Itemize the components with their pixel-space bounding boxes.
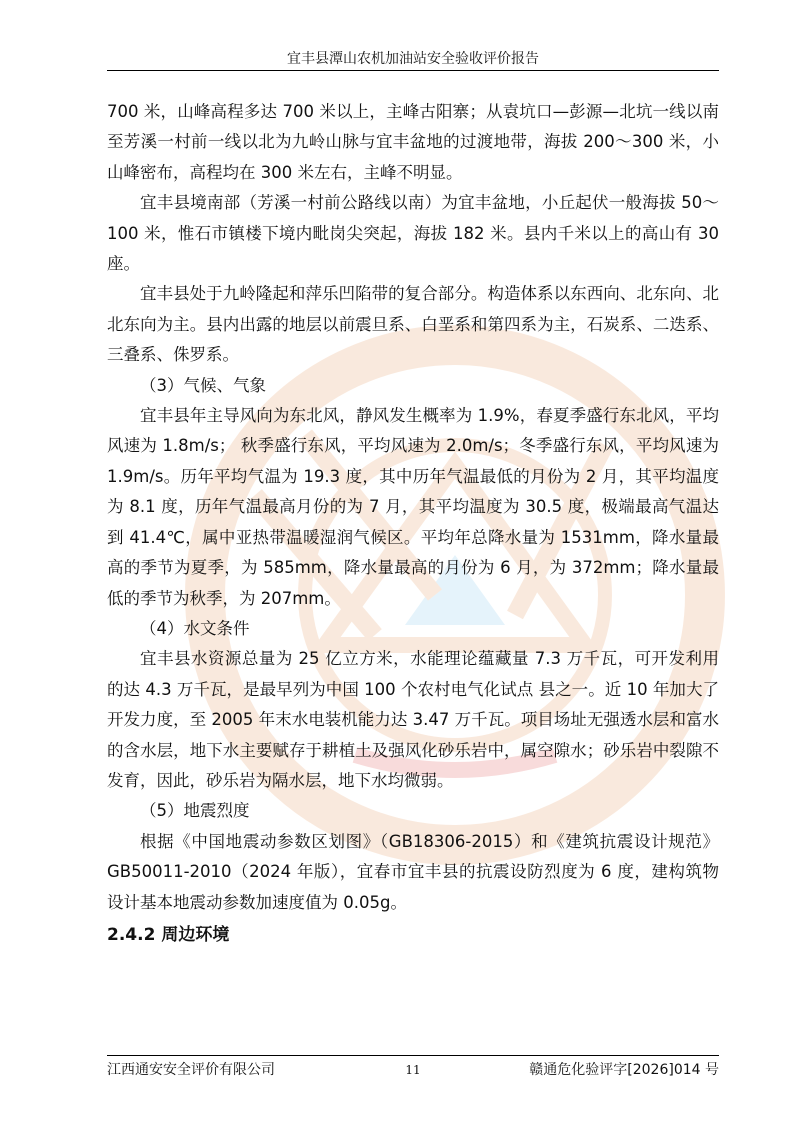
section-seismic-title: （5）地震烈度 <box>140 801 250 821</box>
paragraph-terrain-north: 700 米，山峰高程多达 700 米以上，主峰古阳寨；从袁坑口—彭源—北坑一线以南至芳溪一村前一线以北为九岭山脉与宜丰盆地的过渡地带，海拔 200～300 米，小山峰密布，高程均在 300 米左右，主峰不明显。 <box>107 102 719 182</box>
page-header: 宜丰县潭山农机加油站安全验收评价报告 <box>107 48 719 71</box>
section-hydrology-title: （4）水文条件 <box>140 618 250 638</box>
paragraph-climate: 宜丰县年主导风向为东北风，静风发生概率为 1.9%，春夏季盛行东北风，平均风速为 1.8m/s； 秋季盛行东风，平均风速为 2.0m/s；冬季盛行东风，平均风速为 1.9m/s。历年平均气温为 19.3 度，其中历年气温最低的月份为 2 月，其平均温度为 8.1 度，历年气温最高月份的为 7 月，其平均温度为 30.5 度，极端最高气温达到 41.4℃，属中亚热带温暖湿润气候区。平均年总降水量为 1531mm，降水量最高的季节为夏季，为 585mm，降水量最高的月份为 6 月，为 372mm；降水量最低的季节为秋季，为 207mm。 <box>107 406 719 608</box>
footer-company: 江西通安安全评价有限公司 <box>107 1062 275 1078</box>
paragraph-seismic: 根据《中国地震动参数区划图》（GB18306-2015）和《建筑抗震设计规范》GB50011-2010（2024 年版），宜春市宜丰县的抗震设防烈度为 6 度，建构筑物设计基本地震动参数加速度值为 0.05g。 <box>107 831 719 912</box>
paragraph-geology: 宜丰县处于九岭隆起和萍乐凹陷带的复合部分。构造体系以东西向、北东向、北北东向为主。县内出露的地层以前震旦系、白垩系和第四系为主，石炭系、二迭系、三叠系、侏罗系。 <box>107 284 719 365</box>
paragraph-terrain-south: 宜丰县境南部（芳溪一村前公路线以南）为宜丰盆地，小丘起伏一般海拔 50～100 米，惟石市镇楼下境内毗岗尖突起，海拔 182 米。县内千米以上的高山有 30 座。 <box>107 193 719 274</box>
footer-page-number: 11 <box>405 1063 421 1077</box>
paragraph-hydrology: 宜丰县水资源总量为 25 亿立方米，水能理论蕴藏量 7.3 万千瓦，可开发利用的达 4.3 万千瓦，是最早列为中国 100 个农村电气化试点 县之一。近 10 年加大了开发力度，至 2005 年末水电装机能力达 3.47 万千瓦。项目场址无强透水层和富水的含水层，地下水主要赋存于耕植土及强风化砂乐岩中，属空隙水；砂乐岩中裂隙不发育，因此，砂乐岩为隔水层，地下水均微弱。 <box>107 649 719 790</box>
page-footer <box>107 1055 719 1080</box>
section-climate-title: （3）气候、气象 <box>140 375 266 395</box>
footer-document-number: 赣通危化验评字[2026]014 号 <box>529 1062 719 1078</box>
report-body <box>107 97 719 950</box>
section-heading-surroundings: 2.4.2 周边环境 <box>107 924 230 945</box>
